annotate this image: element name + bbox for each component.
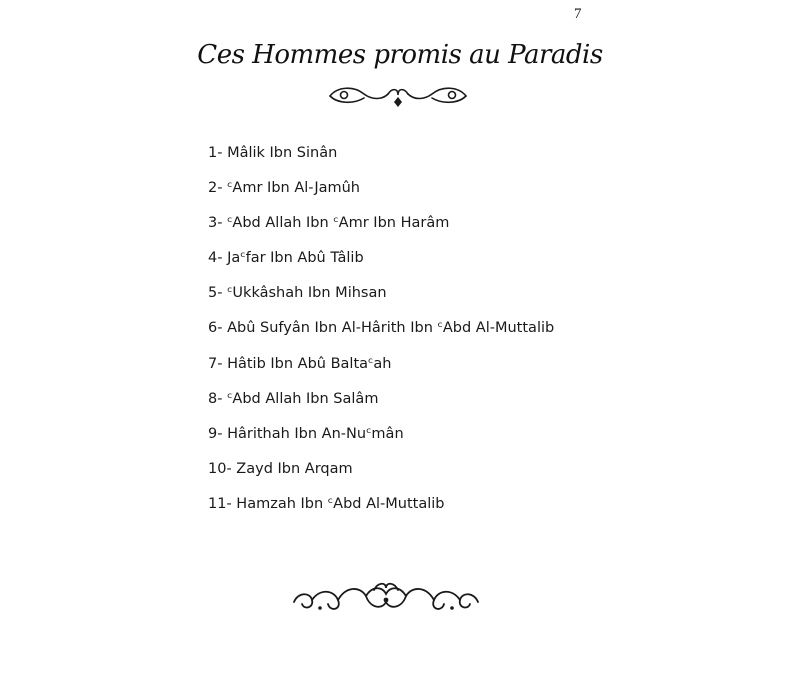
list-item: 6- Abû Sufyân Ibn Al-Hârith Ibn ᶜAbd Al-Muttalib	[208, 320, 555, 337]
page-number: 7	[574, 6, 582, 22]
list-item: 7- Hâtib Ibn Abû Baltaᶜah	[208, 355, 392, 372]
list-item: 2- ᶜAmr Ibn Al-Jamûh	[208, 180, 360, 197]
list-item: 5- ᶜUkkâshah Ibn Mihsan	[208, 285, 387, 302]
name-list	[208, 136, 554, 522]
list-item: 11- Hamzah Ibn ᶜAbd Al-Muttalib	[208, 495, 445, 512]
list-item: 1- Mâlik Ibn Sinân	[208, 145, 338, 161]
list-item: 4- Jaᶜfar Ibn Abû Tâlib	[208, 250, 364, 267]
list-item: 8- ᶜAbd Allah Ibn Salâm	[208, 390, 379, 407]
flourish-divider-icon	[324, 80, 472, 110]
scroll-ornament-icon	[290, 578, 482, 618]
list-item: 10- Zayd Ibn Arqam	[208, 460, 353, 477]
list-item: 3- ᶜAbd Allah Ibn ᶜAmr Ibn Harâm	[208, 215, 450, 232]
page-title: Ces Hommes promis au Paradis	[197, 40, 603, 70]
list-item: 9- Hârithah Ibn An-Nuᶜmân	[208, 425, 404, 442]
